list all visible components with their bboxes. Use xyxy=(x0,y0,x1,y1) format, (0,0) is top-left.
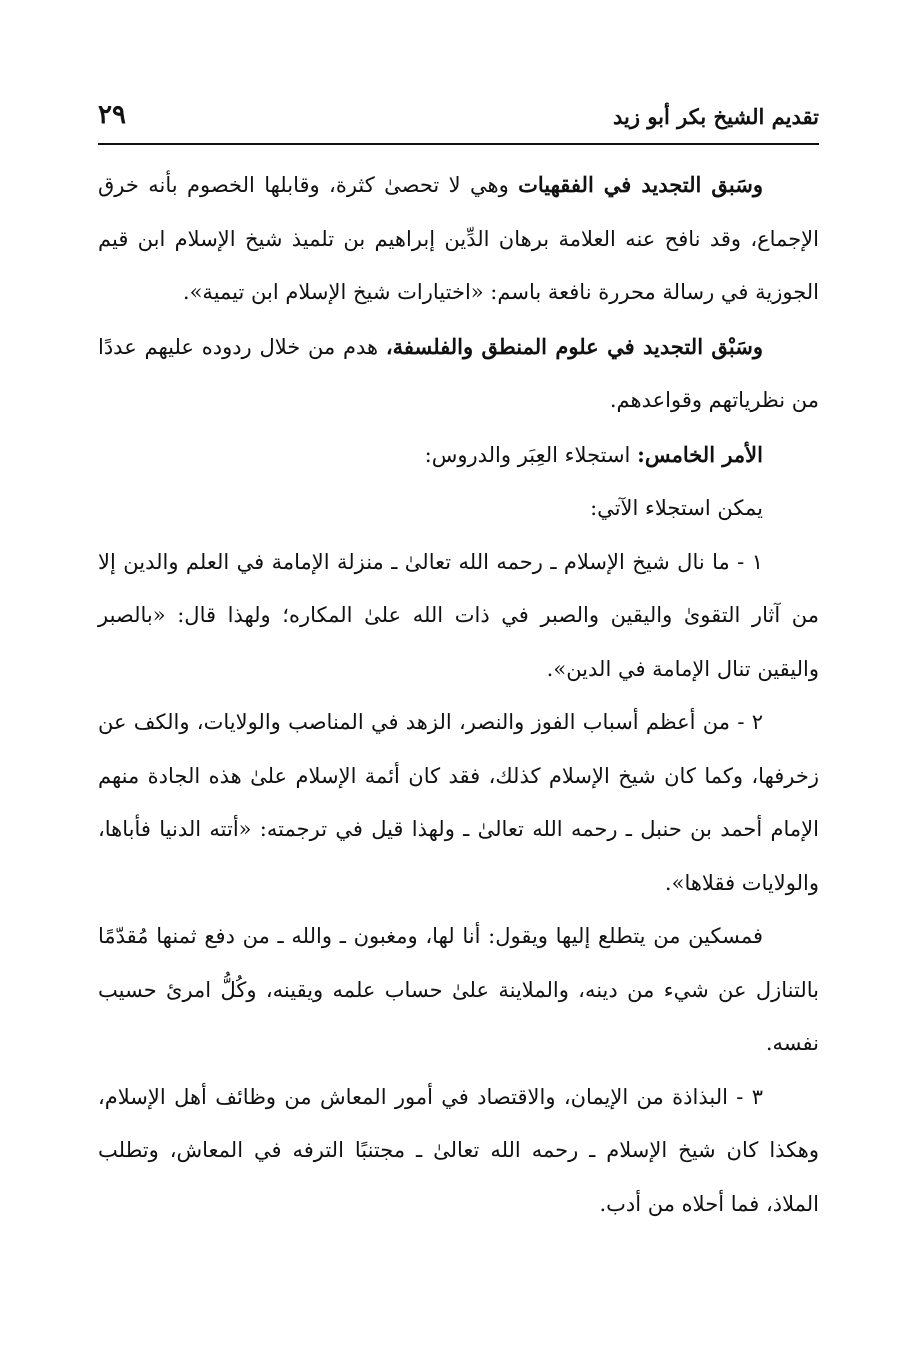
section-heading-text: استجلاء العِبَر والدروس: xyxy=(424,442,638,467)
lesson-text: ٣ - البذاذة من الإيمان، والاقتصاد في أمور المعاش من وظائف أهل الإسلام، وهكذا كان شيخ الإسلام ـ رحمه الله تعالىٰ ـ مجتنبًا الترفه في المعاش، وتطلب الملاذ، فما أحلاه من أدب. xyxy=(98,1084,819,1216)
header-rule xyxy=(98,143,819,145)
paragraph-lead: وسَبق التجديد في الفقهيات xyxy=(518,172,763,197)
lesson-text: ١ - ما نال شيخ الإسلام ـ رحمه الله تعالىٰ ـ منزلة الإمامة في العلم والدين إلا من آثار التقوىٰ واليقين والصبر في ذات الله علىٰ المكاره؛ ولهذا قال: «بالصبر واليقين تنال الإمامة في الدين». xyxy=(98,549,819,681)
paragraph-text: وهي لا تحصىٰ كثرة، وقابلها الخصوم بأنه خرق الإجماع، وقد نافح عنه العلامة برهان الدِّين إبراهيم بن تلميذ شيخ الإسلام ابن قيم الجوزية في رسالة محررة نافعة باسم: «اختيارات شيخ الإسلام ابن تيمية». xyxy=(98,173,819,304)
paragraph-text: هدم من خلال ردوده عليهم عددًا من نظرياتهم وقواعدهم. xyxy=(98,334,819,412)
section-heading-fifth-matter xyxy=(98,428,819,483)
running-title: تقديم الشيخ بكر أبو زيد xyxy=(613,104,819,129)
lesson-item-3 xyxy=(98,1071,819,1232)
page-header xyxy=(98,100,819,140)
lesson-item-1 xyxy=(98,536,819,697)
paragraph-text: يمكن استجلاء الآتي: xyxy=(590,496,763,520)
paragraph-lead: وسَبْق التجديد في علوم المنطق والفلسفة، xyxy=(385,333,764,359)
page-number: ٢٩ xyxy=(98,100,126,130)
section-heading-lead: الأمر الخامس: xyxy=(637,441,763,467)
paragraph-jurisprudence-renewal xyxy=(98,158,819,320)
paragraph-poor-seeker xyxy=(98,910,819,1071)
lesson-text: ٢ - من أعظم أسباب الفوز والنصر، الزهد في المناصب والولايات، والكف عن زخرفها، وكما كان شيخ الإسلام كذلك، فقد كان أئمة الإسلام علىٰ هذه الجادة منهم الإمام أحمد بن حنبل ـ رحمه الله تعالىٰ ـ ولهذا قيل في ترجمته: «أتته الدنيا فأباها، والولايات فقلاها». xyxy=(98,710,819,895)
paragraph-text: فمسكين من يتطلع إليها ويقول: أنا لها، ومغبون ـ والله ـ من دفع ثمنها مُقدّمًا بالتنازل عن شيء من دينه، والملاينة علىٰ حساب علمه ويقينه، وكُلُّ امرئ حسيب نفسه. xyxy=(98,924,819,1055)
paragraph-intro-lessons xyxy=(98,482,819,536)
paragraph-logic-philosophy-renewal xyxy=(98,320,819,428)
page-body xyxy=(98,158,819,1231)
lesson-item-2 xyxy=(98,696,819,910)
